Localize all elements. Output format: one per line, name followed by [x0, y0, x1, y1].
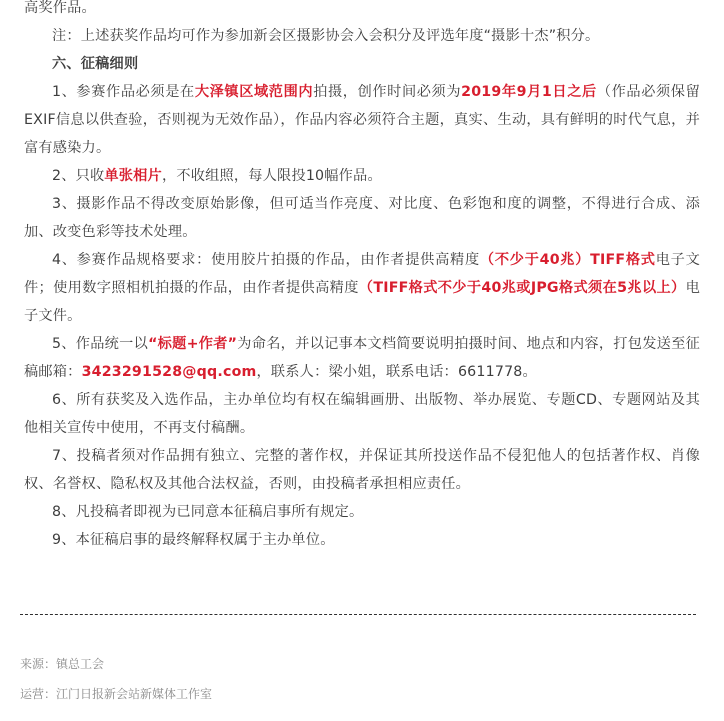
single-photo-highlight: 单张相片	[104, 168, 162, 184]
rule-item-1: 1、参赛作品必须是在大泽镇区域范围内拍摄，创作时间必须为2019年9月1日之后（作品必须保留EXIF信息以供查验，否则视为无效作品），作品内容必须符合主题，真实、生动，具有鲜明的时代气息，并富有感染力。	[24, 84, 700, 156]
rule-item-4: 4、参赛作品规格要求：使用胶片拍摄的作品，由作者提供高精度（不少于40兆）TIFF格式电子文件；使用数字照相机拍摄的作品，由作者提供高精度（TIFF格式不少于40兆或JPG格式须在5兆以上）电子文件。	[24, 252, 700, 324]
date-highlight: 2019年9月1日之后	[461, 84, 597, 100]
rule-item-8: 8、凡投稿者即视为已同意本征稿启事所有规定。	[52, 504, 364, 520]
film-spec-highlight: （不少于40兆）TIFF格式	[479, 252, 656, 268]
footer-operator: 运营：江门日报新会站新媒体工作室	[20, 687, 213, 701]
note-paragraph: 注：上述获奖作品均可作为参加新会区摄影协会入会积分及评选年度“摄影十杰”积分。	[52, 28, 600, 44]
rule-item-2: 2、只收单张相片，不收组照，每人限投10幅作品。	[52, 168, 382, 184]
rule-item-5: 5、作品统一以“标题+作者”为命名，并以记事本文档简要说明拍摄时间、地点和内容，打包发送至征稿邮箱：3423291528@qq.com，联系人：梁小姐，联系电话：6611778。	[24, 336, 700, 380]
location-highlight: 大泽镇区域范围内	[194, 84, 314, 100]
section-title: 六、征稿细则	[52, 56, 139, 72]
footer-source: 来源：镇总工会	[20, 657, 105, 671]
rule-item-3: 3、摄影作品不得改变原始影像，但可适当作亮度、对比度、色彩饱和度的调整，不得进行合成、添加、改变色彩等技术处理。	[24, 196, 700, 240]
rule-item-9: 9、本征稿启事的最终解释权属于主办单位。	[52, 532, 335, 548]
naming-format-highlight: “标题+作者”	[148, 336, 238, 352]
rule-item-6: 6、所有获奖及入选作品，主办单位均有权在编辑画册、出版物、举办展览、专题CD、专题网站及其他相关宣传中使用，不再支付稿酬。	[24, 392, 700, 436]
paragraph-prev-end: 高奖作品。	[24, 0, 96, 16]
rule-item-7: 7、投稿者须对作品拥有独立、完整的著作权，并保证其所投送作品不侵犯他人的包括著作权、肖像权、名誉权、隐私权及其他合法权益，否则，由投稿者承担相应责任。	[24, 448, 700, 492]
digital-spec-highlight: （TIFF格式不少于40兆或JPG格式须在5兆以上）	[358, 280, 686, 296]
submission-email: 3423291528@qq.com	[81, 364, 257, 380]
divider-line	[20, 614, 696, 615]
